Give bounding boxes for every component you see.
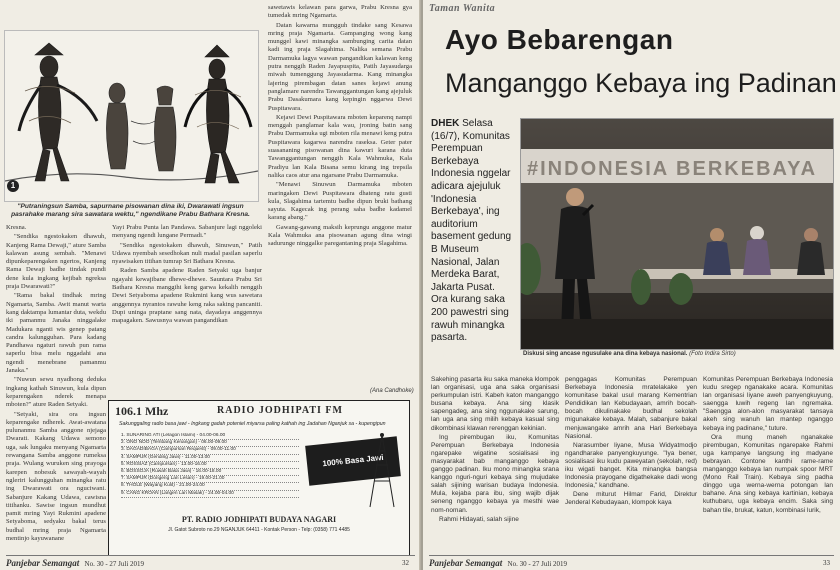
paragraph: "Sendika ngestokaken dhawuh, Sinuwun," Patih Udawa nyembah sesedhokan nuli madal pasilan saperlu nyawisaken titihan tumrap Sri Bathara Kresna. (112, 241, 262, 266)
banner-text: #INDONESIA BERKEBAYA (527, 158, 818, 180)
paragraph: Dene miturut Hilmar Farid, Direktur Jenderal Kebudayaan, klompok kaya (565, 491, 697, 507)
paragraph: Sakehing pasarta iku saka maneka klompok lan organisasi, uga ana saka organisasi perkumpulan istri. Kabeh katon manganggo busana kebaya. Ana sing klasik sapengadeg, ana sing nggunakake sarung, lan uga ana sing milih kebaya kasual sing dikombinasi klawan rerenggan kekinian. (431, 376, 559, 432)
article-column-1 (431, 376, 559, 552)
lead-paragraph (431, 118, 513, 345)
article-column-2 (112, 224, 262, 396)
paragraph: "Rama bakal tindhak mring Ngamarta, Samba. Awit manut warta kang daktampa lumantar duta, wekdu iki pamanmu Janaka ninggalake Madukara nganti wis genep patang candra kalungguhan. Para kadang Pandhawa ngaturi rawuh pun rama saperlu bisa melu nggadahi ana ngendi menebrane pamanmu Janaka." (6, 292, 106, 375)
ad-company: PT. RADIO JODHIPATI BUDAYA NAGARI (181, 515, 337, 524)
ad-tagline: Sakunggaling radio basa jawi - Ingkang gadah poteniel miyarsa paling kathah ing Jadahan Nganjuk sa - kupengipun (119, 421, 386, 427)
caption-text: Diskusi sing ancase ngusulake ana dina kebaya nasional. (523, 351, 688, 357)
footer-issue: No. 30 - 27 Juli 2019 (84, 560, 145, 568)
kebaya-discussion-photo (521, 119, 833, 349)
paragraph: "Nuwun sewu nyadhong deduka ingkang kathah Sinuwun, kula dipun keparengaken nderek menapa mboten?" ature Raden Setyaki. (6, 376, 106, 409)
paragraph: Kejawi Dewi Puspitawara mboten keparenq nampi menggah panglamar kala wau, jroning batin sang Prabu Darmamuka ugi mboten rila menawi keng putra Puspitawara kagarwa narendra raseksa. Geter pater suasananing pisowanan dina kawuri karana duta Tawanggantungan nenggih Kala Wahmuka, Kala Pradiyu lan Kala Bisana semu kirang ing trepsila nalika caos atur ana ngarsane Prabu Darmamuka. (268, 113, 412, 179)
paragraph: Yayi Prabu Punta lan Pandawa. Sabanjure lagi nggoleki menyang ngendi lungane Permadi." (112, 224, 262, 240)
ad-address: Jl. Gatot Subroto no.29 NGANJUK 64411 - Kontak Person - Telp: (0358) 771 4485 (168, 527, 350, 533)
lead-text: Selasa (16/7), Komunitas Perempuan Berkebaya Indonesia nggelar adicara ajejuluk 'Indonesia Berkebaya', ing auditorium basement gedung B Museum Nasional, Jalan Merdeka Barat, Jakarta Pusat. Ora kurang saka 200 pawestri sing rawuh minangka pasarta. (431, 118, 512, 344)
section-title: Taman Wanita (429, 3, 496, 14)
page-number: 33 (823, 559, 830, 567)
page-number: 32 (402, 559, 409, 567)
ad-badge: 100% Basa Jawi (305, 436, 401, 485)
paragraph: Ing pirembugan iku, Komunitas Perempuan Berkebaya Indonesia ngarepake wigatine sosialisasi ing masyarakat bab manganggo kebaya ganggo padinan. Iku mono minangka srana kanggo nguri-nguri kebaya sing mujudake salah sijining warisan budaya Indonesia. Mula, kejaba para ibu, sing wajib dijak seneng nganggo kebaya ya mesthi wae nom-noman. (431, 433, 559, 514)
illustration-caption: "Putraningsun Samba, sapurnane pisowanan dina iki, Dwarawati ingsun pasrahake marang sira sawatara wektu," ngendikane Prabu Bathara Kresna. (11, 203, 250, 218)
ad-frequency: 106.1 Mhz (115, 404, 169, 418)
article-column-2 (565, 376, 697, 552)
headline-line-2: Manganggo Kebaya ing Padinan (445, 68, 837, 98)
paragraph: Kresna. (6, 224, 27, 231)
article-column-1 (6, 224, 106, 554)
list-item: 1. SUNARING ATI (Lelagon Islami) - 04.00-06.00 (121, 433, 299, 440)
paragraph: penggagas Komunitas Perempuan Berkebaya Indonesia mratelakake yen komunitase bakal usul marang Kementrian Pendidikan lan Kebudayaan, amrih bocah-bocah dikulinakake budhal sekolah migunakake kebaya. Malah, sabanjure bakal menjuwangake amrih ana Hari Berkebaya Nasional. (565, 376, 697, 440)
list-item: 4. SAMPUR (Gending Jawi) - 11.00-13.00 (121, 455, 299, 462)
paragraph: Ora mung maneh nganakake pirembugan, Komunitas ngarepake Rahmi uga kampanye langsung ing madyane bebrayan. Contone kanthi rame-rame manganggo kebaya lan numpak spoor MRT (Mono Rail Train). Kebaya sing padha dinggo uga werna-werna potongan lan bahane. Ana sing kebaya kartinian, kebaya kuthubaru, uga kebaya encim. Saka sing bahan tile, brukat, katun, kombinasi lurik, (703, 433, 833, 514)
list-item: 7. SAMPUR (Dongeng Lan Lesan) - 19.00-21.00 (121, 476, 299, 483)
paragraph: "Setyaki, sira ora ingsun keparengake ndherek. Awat-awatana pulunanmu Samba anggone njejaga Dwarati. Kakang Udawa semono uga, sak lungaku menyang Ngamarta rewangana Samba anggone rumeksa praja. Wulang wuruken sing prayoga karepen nobesuk sawayah-wayah ngleriri kalungguhan minangka ratu ing Dwarawati ora nguciwani. Sabanjure Kakang Udawa, cawisna titihanku. Sawise ingsun mundhut pamit mring Yayi Rukmini apadene Setyaboma, sedyaku bakal terus budhal mring praja Ngamarta mentinjo kayuwanane (6, 410, 106, 542)
list-item: 8. THOLE (Wayang Kulit) - 21.00-24.00 (121, 483, 299, 490)
right-page (423, 0, 840, 570)
paragraph: Narasumber liyane, Musa Widyatmodjo ngandharake panyengkuyunge. "Iya bener, sosialisasi iku kudu paweyatan (sekolah, red) iku wigati banget. Kita minangka bangsa Indonesia prayogane digathekake dadi wong Indonesia," kandhane. (565, 441, 697, 490)
footer-brand: Panjebar Semangat (6, 558, 80, 568)
list-item: 6. BOSSOJA (Ruwah Basa Jawi) - 16.00-18.00 (121, 469, 299, 476)
paragraph: Raden Samba apadene Raden Setyaki uga banjur ngayahi kewajibane dhewe-dhewe. Sauntara Prabu Sri Bathara Kresna manggihi keng garwa kekalih nenggih Dewi Setyaboma apadene Rukmini kang wus sawetara anggennya nyrantos rawuhe keng raka saking pancaniti. Dupi uninga praptane sang nata, dayadaya anggennya mapagaken. Sawusnya wawan pangandikan (112, 267, 262, 325)
footer-brand: Panjebar Semangat (429, 558, 503, 568)
list-item: 3. DAGADIBAGA (Campursari Request) - 09.00-11.00 (121, 447, 299, 454)
event-photo (520, 118, 834, 350)
wayang-illustration (4, 30, 259, 202)
list-item: 5. ROSSIAZ (Campursari) - 13.00-16.00 (121, 462, 299, 469)
photo-number-badge: 1 (7, 180, 19, 192)
footer-issue: No. 30 - 27 Juli 2019 (507, 560, 568, 568)
wayang-puppets-image (5, 31, 258, 201)
paragraph: Gawang-gawang maksih keprungu anggone matur Kala Wahmuka ana pisowanan agung dina wingi sadurunge ninggalke paregantaning praja Slagahima. (268, 223, 412, 248)
paragraph: Datan kawarna mungguh tindake sang Kesawa mring praja Ngamarta. Gampanging wong kang munggel kawi minangka sambunging carita datan kadi ing praja Slagahima. Nalika semana Prabu Darmamuka lagya wawan pangandikan kalawan keng putra nenggih Raden Jayapuspita, Patih Jayasudarga miwah tumenggung Jayasudarma. Kang minangka lajering pirembagan datan sanes kejawi anung panglamare narendra Tawanggantungan kang ajejuluk Prabu Dasakumara kang kepingin nggarwa Dewi Puspitawara. (268, 21, 412, 112)
paragraph: "Sendika ngestokaken dhawuh, Kanjeng Rama Dewaji," ature Samba kalawan asung sembah. "Menawi dipunkeparengaken ngertos, Kanjeng Rama Dewaji badhe tindak pundi dene kula ingkang kejibah ngreksa praja Dwarawati?" (6, 233, 106, 291)
page-footer (6, 555, 415, 570)
photo-credit: (Foto Indira Sirto) (689, 351, 736, 357)
radio-advertisement (108, 400, 410, 556)
article-column-3 (703, 376, 833, 552)
lead-dropword: DHEK (431, 118, 460, 129)
photo-caption (523, 351, 831, 357)
ad-schedule-list (121, 433, 299, 498)
paragraph: Rahmi Hidayati, salah sijine (439, 515, 519, 523)
paragraph: sawetawis kelawan para garwa, Prabu Kresna gya tumedak mring Ngamarta. (268, 4, 412, 20)
list-item: 9. CANG KROAN (Langen Lan Masak) - 24.00-04.00 (121, 491, 299, 498)
article-column-3 (268, 4, 412, 386)
paragraph: "Menawi Sinuwun Darmamuka mboten maringaken Dewi Puspitawara dhateng ratu gusti kula, Slagahima tartemtu badhe dipun bruki bathang sayuta. Kagecak ing perang saha badhe kadamel karang abang." (268, 181, 412, 222)
list-item: 2. ONO NOO (Tembang Kenangan) - 06.00-09.00 (121, 440, 299, 447)
continued-note: (Ana Candhoke) (370, 388, 414, 394)
radio-tower-icon (364, 431, 400, 509)
ad-station-name: RADIO JODHIPATI FM (217, 405, 343, 416)
page-footer (429, 555, 834, 570)
headline-line-1: Ayo Bebarengan (445, 24, 674, 55)
paragraph: Komunitas Perempuan Berkebaya Indonesia kudu sregep nganakake acara. Komunitas lan organisasi liyane aweh panyengkuyung, saengga luwih regeng lan ngremaka. "Saengga alon-alon masyarakat tansaya akeh sing wanuh lan mantep nganggo kebaya ing padinane," tuture. (703, 376, 833, 432)
